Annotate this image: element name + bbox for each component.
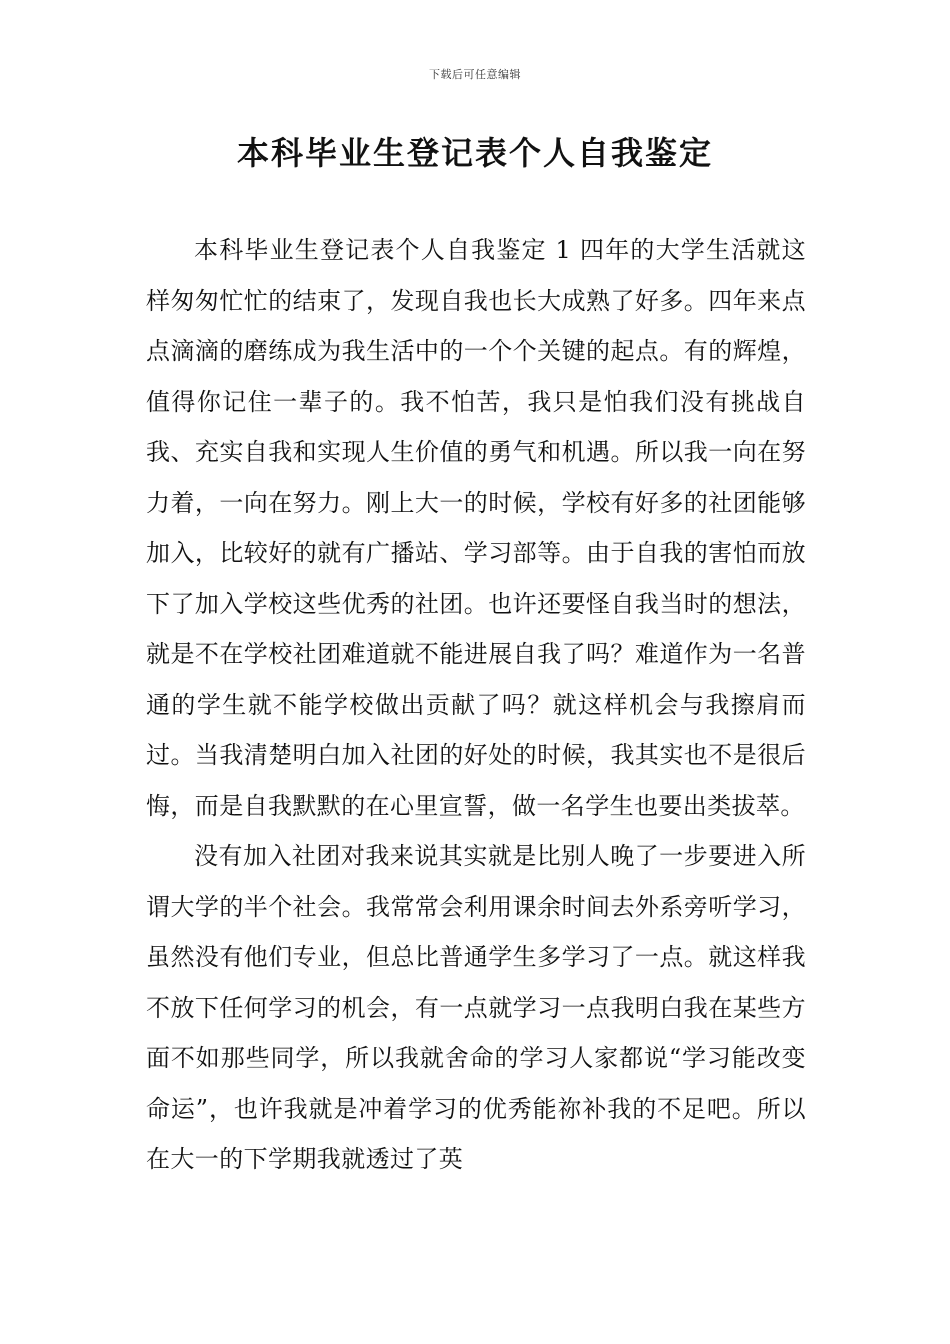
body-paragraph: 本科毕业生登记表个人自我鉴定 1 四年的大学生活就这样匆匆忙忙的结束了，发现自我也长大成熟了好多。四年来点点滴滴的磨练成为我生活中的一个个关键的起点。有的辉煌，值得你记住一辈子的。我不怕苦，我只是怕我们没有挑战自我、充实自我和实现人生价值的勇气和机遇。所以我一向在努力着，一向在努力。刚上大一的时候，学校有好多的社团能够加入，比较好的就有广播站、学习部等。由于自我的害怕而放下了加入学校这些优秀的社团。也许还要怪自我当时的想法，就是不在学校社团难道就不能进展自我了吗？难道作为一名普通的学生就不能学校做出贡献了吗？就这样机会与我擦肩而过。当我清楚明白加入社团的好处的时候，我其实也不是很后悔，而是自我默默的在心里宣誓，做一名学生也要出类拔萃。	[146, 236, 806, 820]
body-paragraph: 没有加入社团对我来说其实就是比别人晚了一步要进入所谓大学的半个社会。我常常会利用课余时间去外系旁听学习，虽然没有他们专业，但总比普通学生多学习了一点。就这样我不放下任何学习的机会，有一点就学习一点我明白我在某些方面不如那些同学，所以我就舍命的学习人家都说“学习能改变命运”，也许我就是冲着学习的优秀能祢补我的不足吧。所以在大一的下学期我就透过了英	[146, 842, 806, 1173]
header-note: 下载后可任意编辑	[429, 68, 521, 81]
document-body	[146, 225, 806, 1185]
document-title: 本科毕业生登记表个人自我鉴定	[236, 134, 713, 172]
